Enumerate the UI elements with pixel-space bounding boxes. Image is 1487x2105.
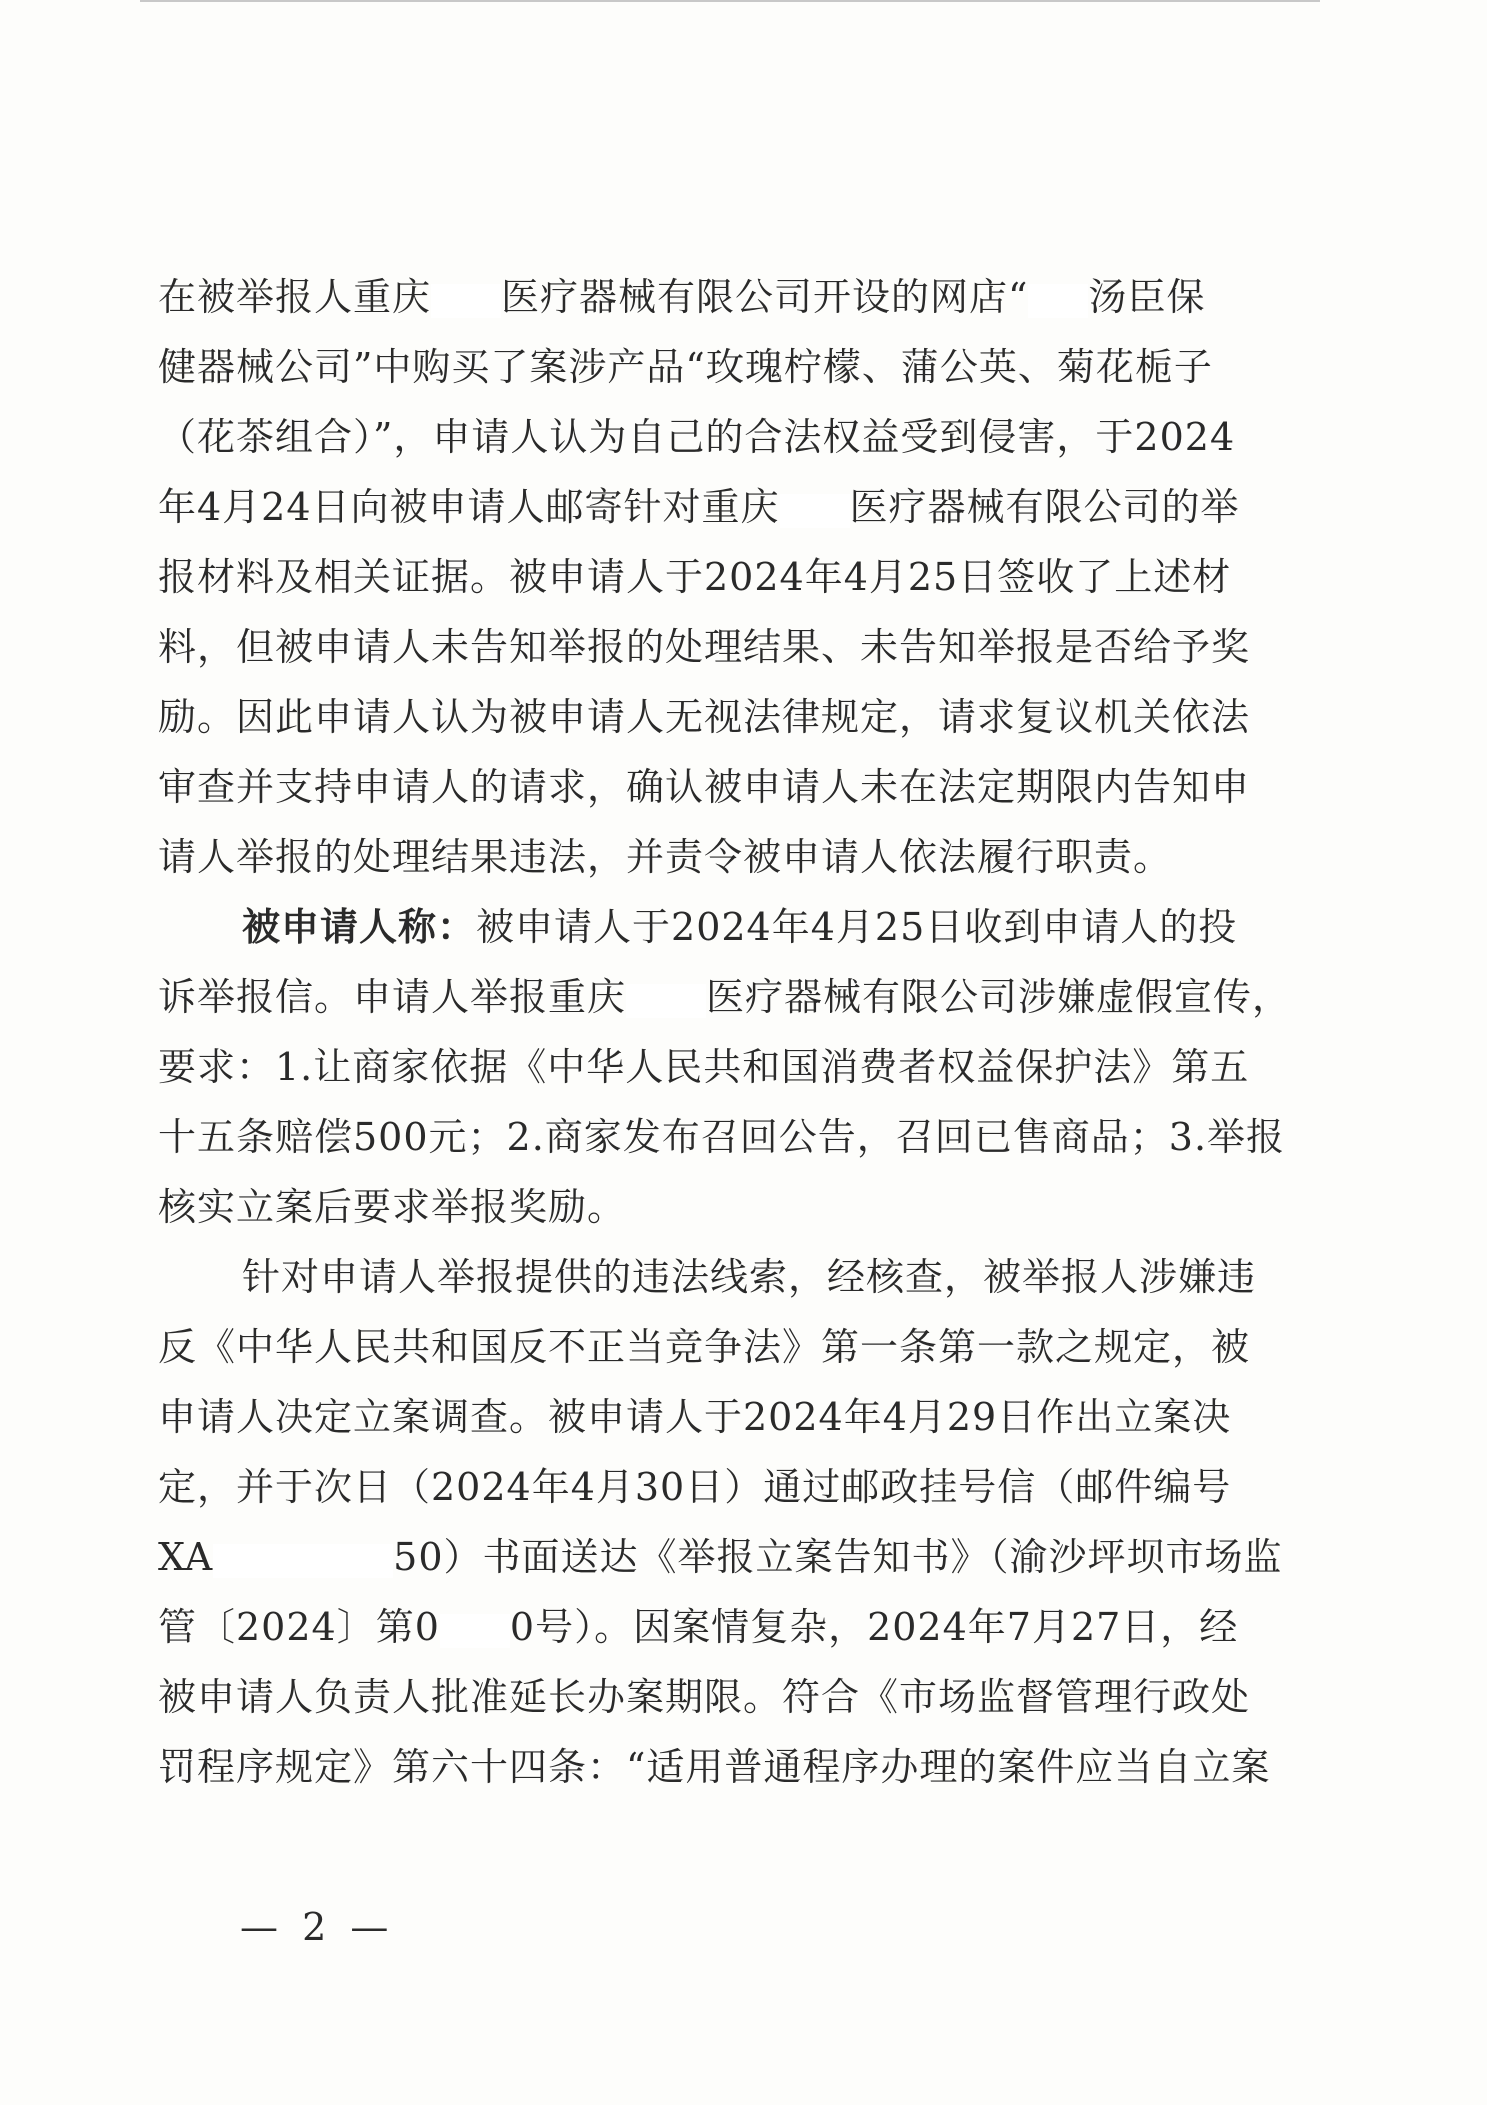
redaction — [213, 1544, 393, 1578]
p1-line-5: 报材料及相关证据。被申请人于2024年4月25日签收了上述材 — [158, 555, 1232, 599]
p1-line-9: 请人举报的处理结果违法，并责令被申请人依法履行职责。 — [158, 835, 1173, 879]
page-number: — 2 — — [240, 1905, 395, 1949]
p1-line-6: 料，但被申请人未告知举报的处理结果、未告知举报是否给予奖 — [158, 625, 1251, 669]
p1-line-3: （花茶组合）”，申请人认为自己的合法权益受到侵害，于2024 — [158, 415, 1236, 459]
p3-line-8: 罚程序规定》第六十四条：“适用普通程序办理的案件应当自立案 — [158, 1745, 1271, 1789]
text-segment: 被申请人于2024年4月25日收到申请人的投 — [476, 905, 1238, 949]
redaction — [1028, 284, 1088, 318]
p3-line-5 — [158, 1522, 1283, 1592]
text-segment: 医疗器械有限公司开设的网店“ — [501, 275, 1029, 319]
p1-line-4 — [158, 472, 1258, 542]
p1-line-2: 健器械公司”中购买了案涉产品“玫瑰柠檬、蒲公英、菊花栀子 — [158, 345, 1213, 389]
p3-line-4: 定，并于次日（2024年4月30日）通过邮政挂号信（邮件编号 — [158, 1465, 1232, 1509]
redaction — [440, 1614, 510, 1648]
p2-line-3: 要求：1.让商家依据《中华人民共和国消费者权益保护法》第五 — [158, 1045, 1250, 1089]
p3-line-6 — [158, 1592, 1258, 1662]
p2-line-2 — [158, 962, 1292, 1032]
redaction — [626, 984, 706, 1018]
p3-line-3: 申请人决定立案调查。被申请人于2024年4月29日作出立案决 — [158, 1395, 1232, 1439]
document-body — [158, 262, 1292, 1802]
p3-line-1: 针对申请人举报提供的违法线索，经核查，被举报人涉嫌违 — [242, 1255, 1257, 1299]
text-segment: 医疗器械有限公司涉嫌虚假宣传， — [706, 975, 1292, 1019]
respondent-label: 被申请人称： — [242, 904, 477, 949]
p1-line-8: 审查并支持申请人的请求，确认被申请人未在法定期限内告知申 — [158, 765, 1251, 809]
p3-line-7: 被申请人负责人批准延长办案期限。符合《市场监督管理行政处 — [158, 1675, 1251, 1719]
p3-line-2: 反《中华人民共和国反不正当竞争法》第一条第一款之规定，被 — [158, 1325, 1251, 1369]
text-segment: 在被举报人重庆 — [158, 275, 432, 319]
text-segment: 年4月24日向被申请人邮寄针对重庆 — [158, 485, 780, 529]
scan-top-edge — [140, 0, 1320, 2]
text-segment: 医疗器械有限公司的举 — [849, 485, 1240, 529]
p2-line-1 — [158, 892, 1258, 962]
p2-line-5: 核实立案后要求举报奖励。 — [158, 1185, 627, 1229]
p1-line-7: 励。因此申请人认为被申请人无视法律规定，请求复议机关依法 — [158, 695, 1251, 739]
redaction — [431, 284, 501, 318]
text-segment: 诉举报信。申请人举报重庆 — [158, 975, 627, 1019]
text-segment: 管〔2024〕第0 — [158, 1605, 440, 1649]
text-segment: 0号）。因案情复杂，2024年7月27日，经 — [509, 1605, 1239, 1649]
text-segment: 50）书面送达《举报立案告知书》（渝沙坪坝市场监 — [393, 1535, 1283, 1579]
text-segment: 汤臣保 — [1088, 275, 1206, 319]
p2-line-4: 十五条赔偿500元；2.商家发布召回公告，召回已售商品；3.举报 — [158, 1115, 1286, 1159]
p1-line-1 — [158, 262, 1258, 332]
text-segment: XA — [158, 1535, 214, 1579]
redaction — [780, 494, 850, 528]
